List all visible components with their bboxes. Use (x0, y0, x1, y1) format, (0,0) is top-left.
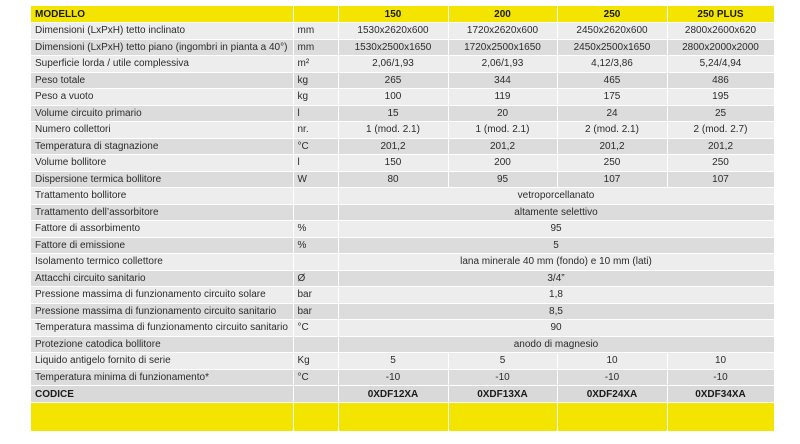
spec-value: 15 (338, 105, 448, 122)
spec-unit (293, 336, 338, 353)
spec-value-all: 90 (338, 320, 774, 337)
code-value: 0XDF13XA (448, 386, 557, 403)
spec-value: 10 (557, 353, 667, 370)
spec-value-all: altamente selettivo (338, 204, 774, 221)
spec-unit: °C (293, 138, 338, 155)
spec-unit: m² (293, 56, 338, 73)
spec-unit: Ø (293, 270, 338, 287)
spec-row (31, 204, 774, 221)
footer-band (31, 403, 774, 432)
header-row (31, 6, 774, 23)
spec-row (31, 221, 774, 238)
spec-unit: l (293, 105, 338, 122)
spec-value-all: 1,8 (338, 287, 774, 304)
spec-value-all: 3/4” (338, 270, 774, 287)
spec-unit: kg (293, 72, 338, 89)
spec-value: 150 (338, 155, 448, 172)
spec-value: 10 (667, 353, 774, 370)
footer-cell (31, 403, 293, 432)
spec-label: Trattamento dell’assorbitore (31, 204, 293, 221)
spec-value-all: vetroporcellanato (338, 188, 774, 205)
code-unit-cell (293, 386, 338, 403)
spec-label: Isolamento termico collettore (31, 254, 293, 271)
spec-row (31, 155, 774, 172)
spec-row (31, 336, 774, 353)
spec-value: 119 (448, 89, 557, 106)
spec-label: Pressione massima di funzionamento circuito sanitario (31, 303, 293, 320)
spec-value: 2800x2000x2000 (667, 39, 774, 56)
footer-cell (448, 403, 557, 432)
spec-unit: W (293, 171, 338, 188)
header-model-0: 150 (338, 6, 448, 23)
spec-unit: bar (293, 303, 338, 320)
spec-unit: kg (293, 89, 338, 106)
spec-value: 2 (mod. 2.1) (557, 122, 667, 139)
spec-unit: Kg (293, 353, 338, 370)
spec-value: 2450x2620x600 (557, 23, 667, 40)
spec-row (31, 122, 774, 139)
spec-value: 2,06/1,93 (338, 56, 448, 73)
spec-value: 1 (mod. 2.1) (448, 122, 557, 139)
spec-unit (293, 254, 338, 271)
spec-value: 1 (mod. 2.1) (338, 122, 448, 139)
spec-row (31, 188, 774, 205)
header-model-3: 250 PLUS (667, 6, 774, 23)
spec-value: 1720x2500x1650 (448, 39, 557, 56)
spec-value: 1720x2620x600 (448, 23, 557, 40)
spec-row (31, 56, 774, 73)
spec-row (31, 320, 774, 337)
spec-unit: l (293, 155, 338, 172)
spec-value-all: lana minerale 40 mm (fondo) e 10 mm (lati) (338, 254, 774, 271)
spec-value: 100 (338, 89, 448, 106)
spec-unit: mm (293, 39, 338, 56)
spec-label: Superficie lorda / utile complessiva (31, 56, 293, 73)
spec-label: Numero collettori (31, 122, 293, 139)
spec-row (31, 105, 774, 122)
spec-label: Peso a vuoto (31, 89, 293, 106)
spec-row (31, 254, 774, 271)
spec-value: -10 (338, 369, 448, 386)
spec-unit (293, 204, 338, 221)
spec-value: 24 (557, 105, 667, 122)
footer-cell (338, 403, 448, 432)
header-model-1: 200 (448, 6, 557, 23)
spec-value: 107 (667, 171, 774, 188)
spec-label: Attacchi circuito sanitario (31, 270, 293, 287)
spec-value: 20 (448, 105, 557, 122)
spec-value: -10 (448, 369, 557, 386)
spec-unit: % (293, 221, 338, 238)
spec-label: Liquido antigelo fornito di serie (31, 353, 293, 370)
spec-unit: % (293, 237, 338, 254)
spec-unit: °C (293, 320, 338, 337)
code-label: CODICE (31, 386, 293, 403)
spec-value: 80 (338, 171, 448, 188)
spec-value: 486 (667, 72, 774, 89)
spec-row (31, 353, 774, 370)
footer-cell (667, 403, 774, 432)
header-model-2: 250 (557, 6, 667, 23)
spec-label: Volume bollitore (31, 155, 293, 172)
spec-label: Peso totale (31, 72, 293, 89)
spec-label: Protezione catodica bollitore (31, 336, 293, 353)
spec-label: Trattamento bollitore (31, 188, 293, 205)
spec-value: 195 (667, 89, 774, 106)
code-value: 0XDF34XA (667, 386, 774, 403)
spec-row (31, 138, 774, 155)
spec-value: 344 (448, 72, 557, 89)
spec-value: 1530x2620x600 (338, 23, 448, 40)
spec-value: 2800x2600x620 (667, 23, 774, 40)
spec-label: Volume circuito primario (31, 105, 293, 122)
spec-row (31, 72, 774, 89)
spec-row (31, 369, 774, 386)
spec-label: Dimensioni (LxPxH) tetto inclinato (31, 23, 293, 40)
code-row (31, 386, 774, 403)
spec-value: 250 (667, 155, 774, 172)
spec-value: 1530x2500x1650 (338, 39, 448, 56)
spec-row (31, 303, 774, 320)
footer-cell (293, 403, 338, 432)
spec-unit (293, 188, 338, 205)
spec-row (31, 39, 774, 56)
spec-value-all: 5 (338, 237, 774, 254)
header-unit-cell (293, 6, 338, 23)
spec-value: 250 (557, 155, 667, 172)
spec-value: 201,2 (667, 138, 774, 155)
spec-unit: mm (293, 23, 338, 40)
spec-label: Temperatura massima di funzionamento circuito sanitario (31, 320, 293, 337)
spec-row (31, 237, 774, 254)
spec-value: 4,12/3,86 (557, 56, 667, 73)
spec-unit: °C (293, 369, 338, 386)
spec-value: 5 (448, 353, 557, 370)
spec-value-all: anodo di magnesio (338, 336, 774, 353)
spec-unit: bar (293, 287, 338, 304)
spec-value: 5,24/4,94 (667, 56, 774, 73)
spec-label: Pressione massima di funzionamento circuito solare (31, 287, 293, 304)
spec-label: Dimensioni (LxPxH) tetto piano (ingombri in pianta a 40°) (31, 39, 293, 56)
spec-sheet (31, 6, 774, 432)
spec-label: Temperatura minima di funzionamento* (31, 369, 293, 386)
spec-label: Fattore di emissione (31, 237, 293, 254)
code-value: 0XDF12XA (338, 386, 448, 403)
spec-value: -10 (667, 369, 774, 386)
spec-value: 175 (557, 89, 667, 106)
spec-value: 201,2 (338, 138, 448, 155)
spec-value-all: 8,5 (338, 303, 774, 320)
spec-value: 5 (338, 353, 448, 370)
spec-value: -10 (557, 369, 667, 386)
spec-table (31, 6, 775, 432)
spec-label: Temperatura di stagnazione (31, 138, 293, 155)
spec-row (31, 270, 774, 287)
spec-value: 2 (mod. 2.7) (667, 122, 774, 139)
code-value: 0XDF24XA (557, 386, 667, 403)
spec-value: 200 (448, 155, 557, 172)
spec-row (31, 171, 774, 188)
spec-row (31, 287, 774, 304)
spec-unit: nr. (293, 122, 338, 139)
spec-value: 465 (557, 72, 667, 89)
spec-row (31, 23, 774, 40)
spec-label: Dispersione termica bollitore (31, 171, 293, 188)
spec-value: 95 (448, 171, 557, 188)
spec-value: 25 (667, 105, 774, 122)
spec-value: 265 (338, 72, 448, 89)
spec-value: 2450x2500x1650 (557, 39, 667, 56)
spec-value: 201,2 (557, 138, 667, 155)
spec-value: 201,2 (448, 138, 557, 155)
spec-value: 2,06/1,93 (448, 56, 557, 73)
spec-value-all: 95 (338, 221, 774, 238)
spec-row (31, 89, 774, 106)
spec-value: 107 (557, 171, 667, 188)
spec-label: Fattore di assorbimento (31, 221, 293, 238)
header-model-label: MODELLO (31, 6, 293, 23)
footer-cell (557, 403, 667, 432)
